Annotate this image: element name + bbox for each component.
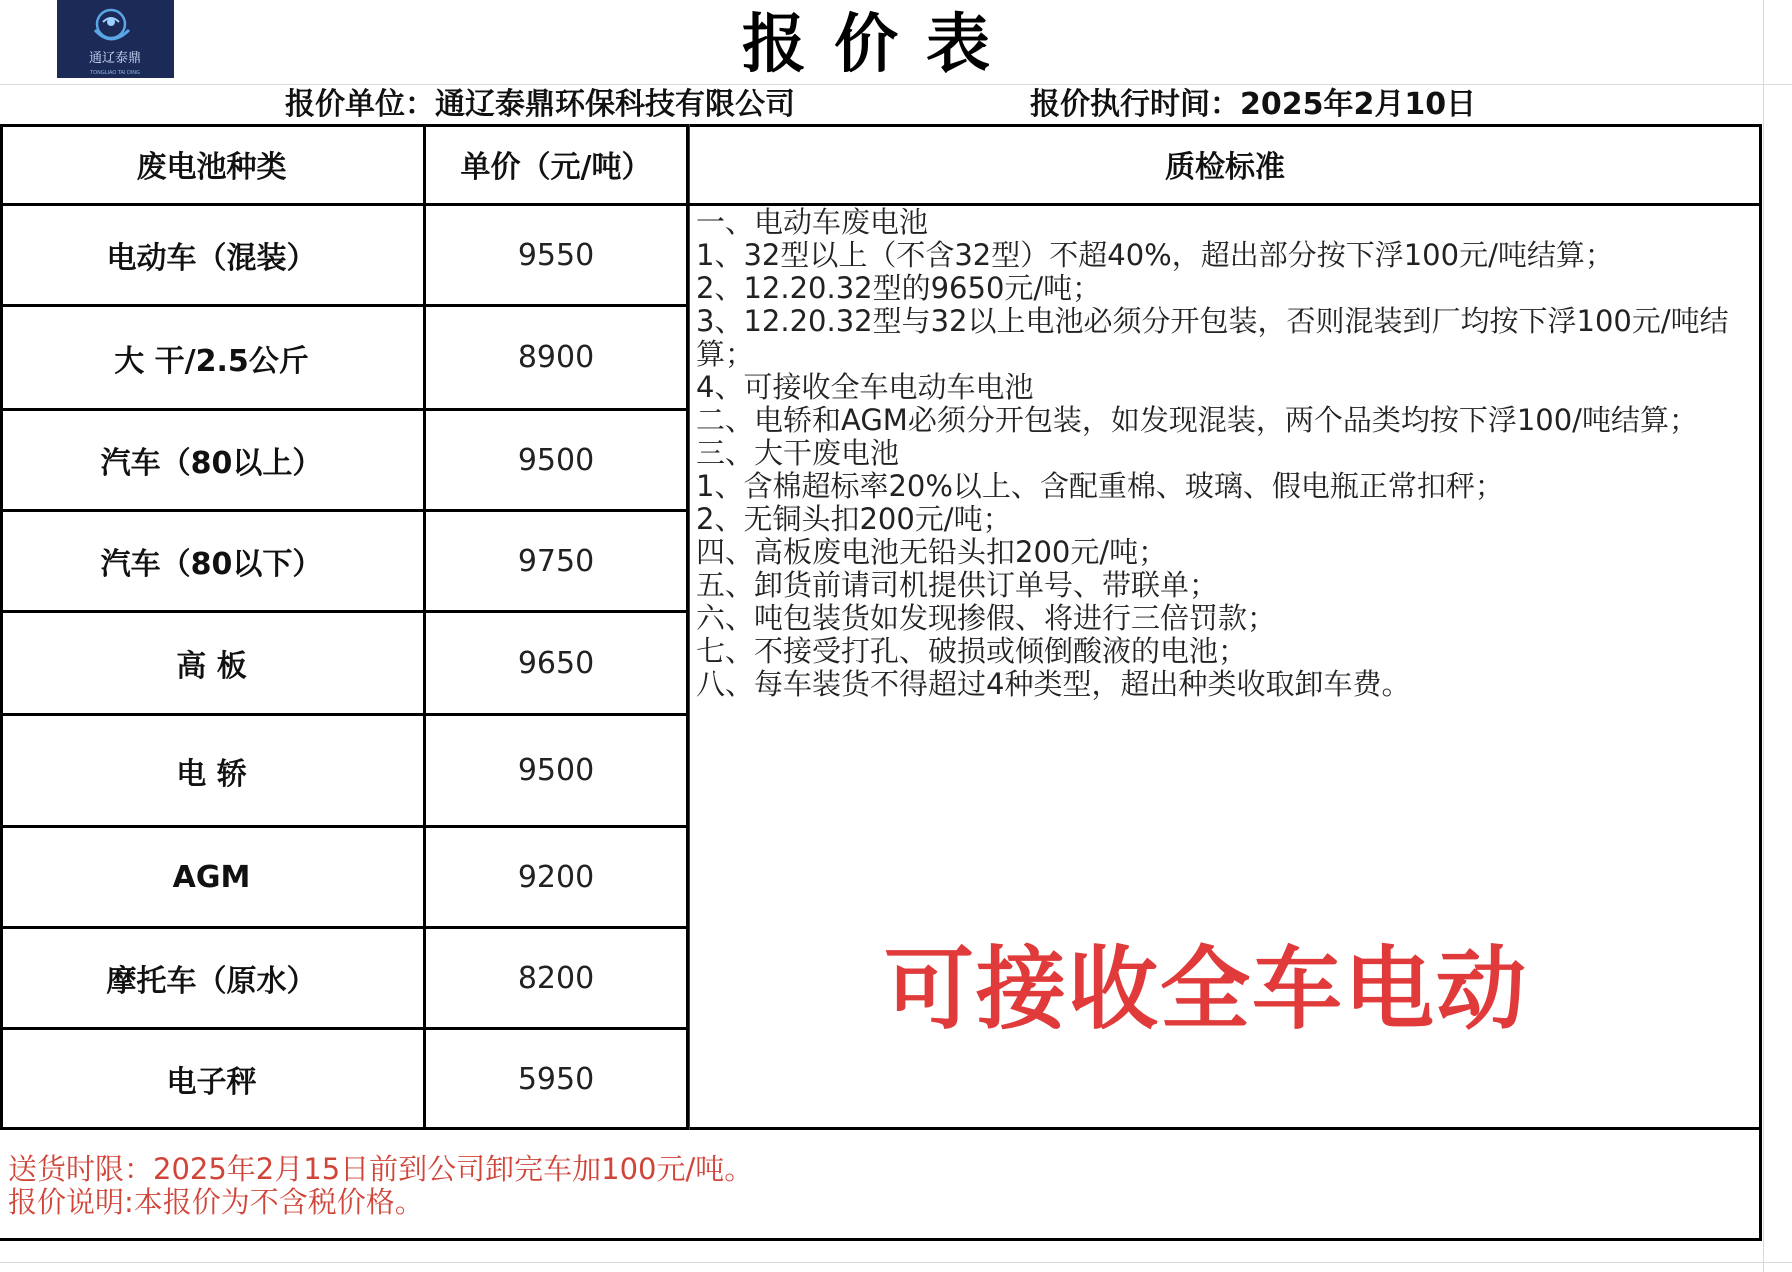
standard-line: 八、每车装货不得超过4种类型，超出种类收取卸车费。: [696, 667, 1411, 701]
row-price: 9500: [517, 442, 595, 478]
svg-text:通辽泰鼎: 通辽泰鼎: [88, 51, 142, 66]
quality-standards: [696, 206, 1754, 701]
standard-line: 一、电动车废电池: [696, 205, 929, 239]
svg-text:TONGLIAO TAI DING: TONGLIAO TAI DING: [90, 70, 140, 76]
row-price: 9200: [517, 859, 595, 895]
quote-unit: 报价单位：通辽泰鼎环保科技有限公司: [285, 87, 795, 122]
sheet-gridline: [0, 1262, 1792, 1263]
standard-line: 3、12.20.32型与32以上电池必须分开包装，否则混装到厂均按下浮100元/吨结算；: [696, 304, 1729, 371]
row-category: 电动车（混装）: [106, 241, 317, 276]
row-price: 9500: [517, 753, 595, 788]
standard-line: 五、卸货前请司机提供订单号、带联单；: [696, 568, 1219, 602]
accept-all-vehicles-note: 可接收全车电动: [884, 937, 1528, 1042]
standard-line: 2、无铜头扣200元/吨；: [696, 502, 1012, 536]
quote-time: 报价执行时间：2025年2月10日: [1030, 87, 1477, 122]
page-title: 报价表: [742, 8, 1018, 82]
row-price: 8200: [517, 960, 595, 996]
standard-line: 2、12.20.32型的9650元/吨；: [696, 271, 1102, 305]
row-price: 9750: [517, 543, 595, 579]
row-category: 高 板: [176, 649, 247, 684]
standard-line: 4、可接收全车电动车电池: [696, 370, 1034, 404]
standard-line: 1、含棉超标率20%以上、含配重棉、玻璃、假电瓶正常扣秤；: [696, 469, 1504, 503]
header-price: 单价（元/吨）: [460, 150, 652, 185]
row-price: 9650: [517, 645, 595, 681]
row-category: 电 轿: [176, 756, 247, 792]
row-category: AGM: [172, 859, 251, 895]
standard-line: 1、32型以上（不含32型）不超40%，超出部分按下浮100元/吨结算；: [696, 238, 1614, 272]
row-category: 摩托车（原水）: [106, 964, 317, 999]
row-category: 大 干/2.5公斤: [114, 343, 309, 379]
row-category: 汽车（80以下）: [100, 547, 323, 582]
notes-right-border: [1759, 1128, 1762, 1241]
standard-line: 六、吨包装货如发现掺假、将进行三倍罚款；: [696, 601, 1277, 635]
company-logo: [57, 0, 174, 78]
notes-bottom-border: [0, 1238, 1762, 1241]
row-price: 8900: [517, 340, 595, 375]
standard-line: 二、电轿和AGM必须分开包装，如发现混装，两个品类均按下浮100/吨结算；: [696, 403, 1698, 437]
price-note: 报价说明:本报价为不含税价格。: [8, 1185, 424, 1219]
standard-line: 四、高板废电池无铅头扣200元/吨；: [696, 535, 1168, 569]
delivery-deadline-note: 送货时限：2025年2月15日前到公司卸完车加100元/吨。: [8, 1152, 754, 1186]
row-price: 9550: [517, 237, 595, 273]
standard-line: 七、不接受打孔、破损或倾倒酸液的电池；: [696, 634, 1248, 668]
header-standard: 质检标准: [1165, 150, 1285, 185]
row-category: 电子秤: [166, 1065, 257, 1100]
row-category: 汽车（80以上）: [100, 446, 323, 481]
row-price: 5950: [517, 1061, 595, 1097]
sheet-gridline: [1763, 0, 1764, 1272]
table-col-divider: [689, 124, 690, 1130]
standard-line: 三、大干废电池: [696, 436, 900, 470]
header-category: 废电池种类: [136, 150, 287, 185]
